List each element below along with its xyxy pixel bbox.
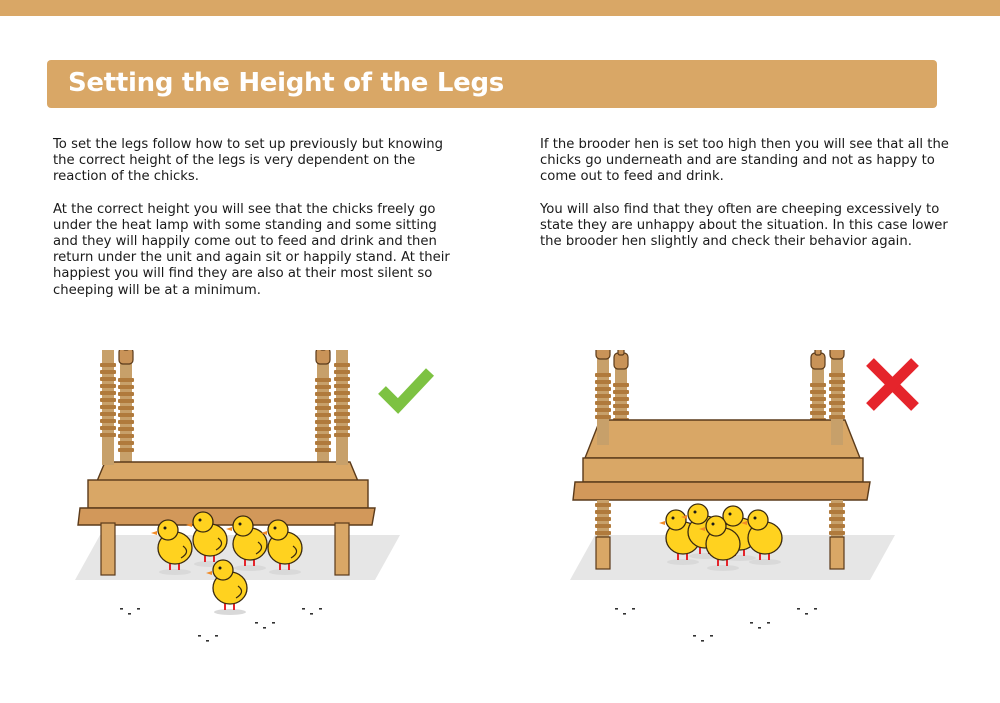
page-title: Setting the Height of the Legs	[68, 68, 504, 98]
top-accent-bar	[0, 0, 1000, 16]
check-icon	[382, 372, 430, 406]
left-paragraph-1: To set the legs follow how to set up previously but knowing the correct height of the legs is very dependent on the reaction of the chicks.	[53, 137, 444, 185]
left-text-column	[53, 137, 458, 315]
right-text-column	[540, 137, 950, 266]
too-high-illustration	[565, 350, 945, 650]
correct-height-illustration	[70, 350, 450, 650]
cross-icon	[870, 362, 915, 407]
title-band	[47, 60, 937, 108]
right-paragraph-2: You will also find that they often are cheeping excessively to state they are unhappy about the situation. In this case lower the brooder hen slightly and check their behavior again.	[540, 201, 948, 250]
left-paragraph-2: At the correct height you will see that the chicks freely go under the heat lamp with some standing and some sitting and they will happily come out to feed and drink and then return under the unit and again sit or happily stand. At their happiest you will find they are also at their most silent so cheeping will be at a minimum.	[53, 201, 450, 298]
right-paragraph-1: If the brooder hen is set too high then you will see that all the chicks go underneath and are standing and not as happy to come out to feed and drink.	[540, 137, 949, 185]
